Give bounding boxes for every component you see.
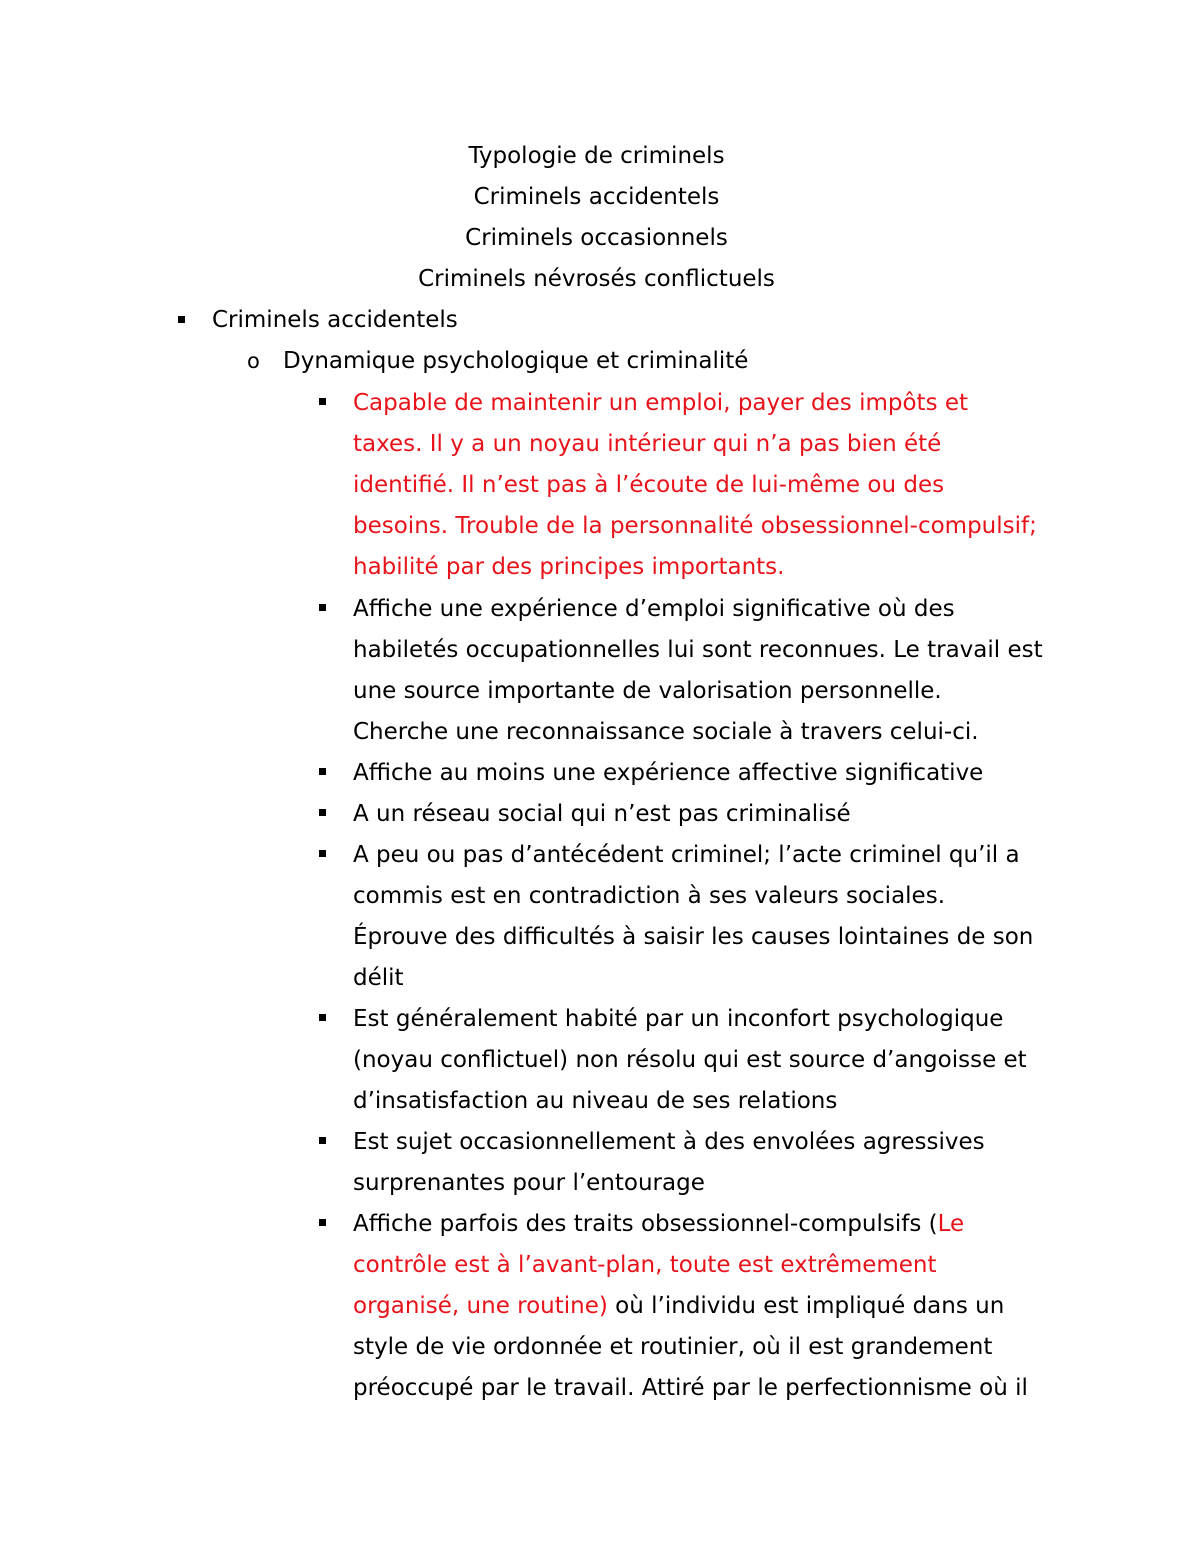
level1-item-label: Criminels accidentels: [212, 307, 458, 333]
item-8-line-1: [353, 1209, 964, 1239]
item-1-line-3: identifié. Il n’est pas à l’écoute de lui-même ou des: [353, 472, 945, 498]
heading-accidentels: Criminels accidentels: [473, 184, 720, 210]
circle-bullet-icon: o: [247, 349, 260, 373]
square-bullet-icon: [319, 1137, 326, 1144]
heading-title: Typologie de criminels: [468, 143, 725, 169]
item-4-line-1: A un réseau social qui n’est pas criminalisé: [353, 801, 851, 827]
item-6-line-3: d’insatisfaction au niveau de ses relations: [353, 1088, 838, 1114]
item-1-line-5: habilité par des principes importants.: [353, 554, 785, 580]
heading-occasionnels: Criminels occasionnels: [465, 225, 728, 251]
item-8-line-4: style de vie ordonnée et routinier, où il est grandement: [353, 1334, 993, 1360]
item-8-line-2: contrôle est à l’avant-plan, toute est extrêmement: [353, 1252, 937, 1278]
item-3-line-1: Affiche au moins une expérience affective significative: [353, 760, 984, 786]
heading-block: [0, 138, 1193, 302]
square-bullet-icon: [178, 316, 185, 323]
square-bullet-icon: [319, 398, 326, 405]
item-2-line-1: Affiche une expérience d’emploi significative où des: [353, 596, 955, 622]
item-8-line-1-red: Le: [937, 1211, 965, 1237]
item-1-line-1: Capable de maintenir un emploi, payer des impôts et: [353, 390, 969, 416]
square-bullet-icon: [319, 809, 326, 816]
item-8-line-3-red: organisé, une routine): [353, 1293, 608, 1319]
item-6-line-2: (noyau conflictuel) non résolu qui est source d’angoisse et: [353, 1047, 1027, 1073]
level2-item-label: Dynamique psychologique et criminalité: [283, 348, 749, 374]
item-7-line-2: surprenantes pour l’entourage: [353, 1170, 705, 1196]
item-5-line-1: A peu ou pas d’antécédent criminel; l’acte criminel qu’il a: [353, 842, 1020, 868]
item-5-line-4: délit: [353, 965, 404, 991]
item-8-line-1-black: Affiche parfois des traits obsessionnel-compulsifs (: [353, 1211, 938, 1237]
item-5-line-3: Éprouve des difficultés à saisir les causes lointaines de son: [353, 924, 1034, 950]
item-8-line-3-black: où l’individu est impliqué dans un: [607, 1293, 1005, 1319]
square-bullet-icon: [319, 1219, 326, 1226]
heading-nevroses: Criminels névrosés conflictuels: [418, 266, 775, 292]
item-8-line-3: [353, 1291, 1004, 1321]
square-bullet-icon: [319, 850, 326, 857]
item-6-line-1: Est généralement habité par un inconfort psychologique: [353, 1006, 1004, 1032]
square-bullet-icon: [319, 1014, 326, 1021]
square-bullet-icon: [319, 768, 326, 775]
square-bullet-icon: [319, 604, 326, 611]
item-7-line-1: Est sujet occasionnellement à des envolées agressives: [353, 1129, 985, 1155]
item-2-line-4: Cherche une reconnaissance sociale à travers celui-ci.: [353, 719, 979, 745]
item-1-line-2: taxes. Il y a un noyau intérieur qui n’a pas bien été: [353, 431, 942, 457]
item-1-line-4: besoins. Trouble de la personnalité obsessionnel-compulsif;: [353, 513, 1037, 539]
item-8-line-5: préoccupé par le travail. Attiré par le perfectionnisme où il: [353, 1375, 1028, 1401]
item-2-line-2: habiletés occupationnelles lui sont reconnues. Le travail est: [353, 637, 1043, 663]
item-2-line-3: une source importante de valorisation personnelle.: [353, 678, 942, 704]
item-5-line-2: commis est en contradiction à ses valeurs sociales.: [353, 883, 946, 909]
